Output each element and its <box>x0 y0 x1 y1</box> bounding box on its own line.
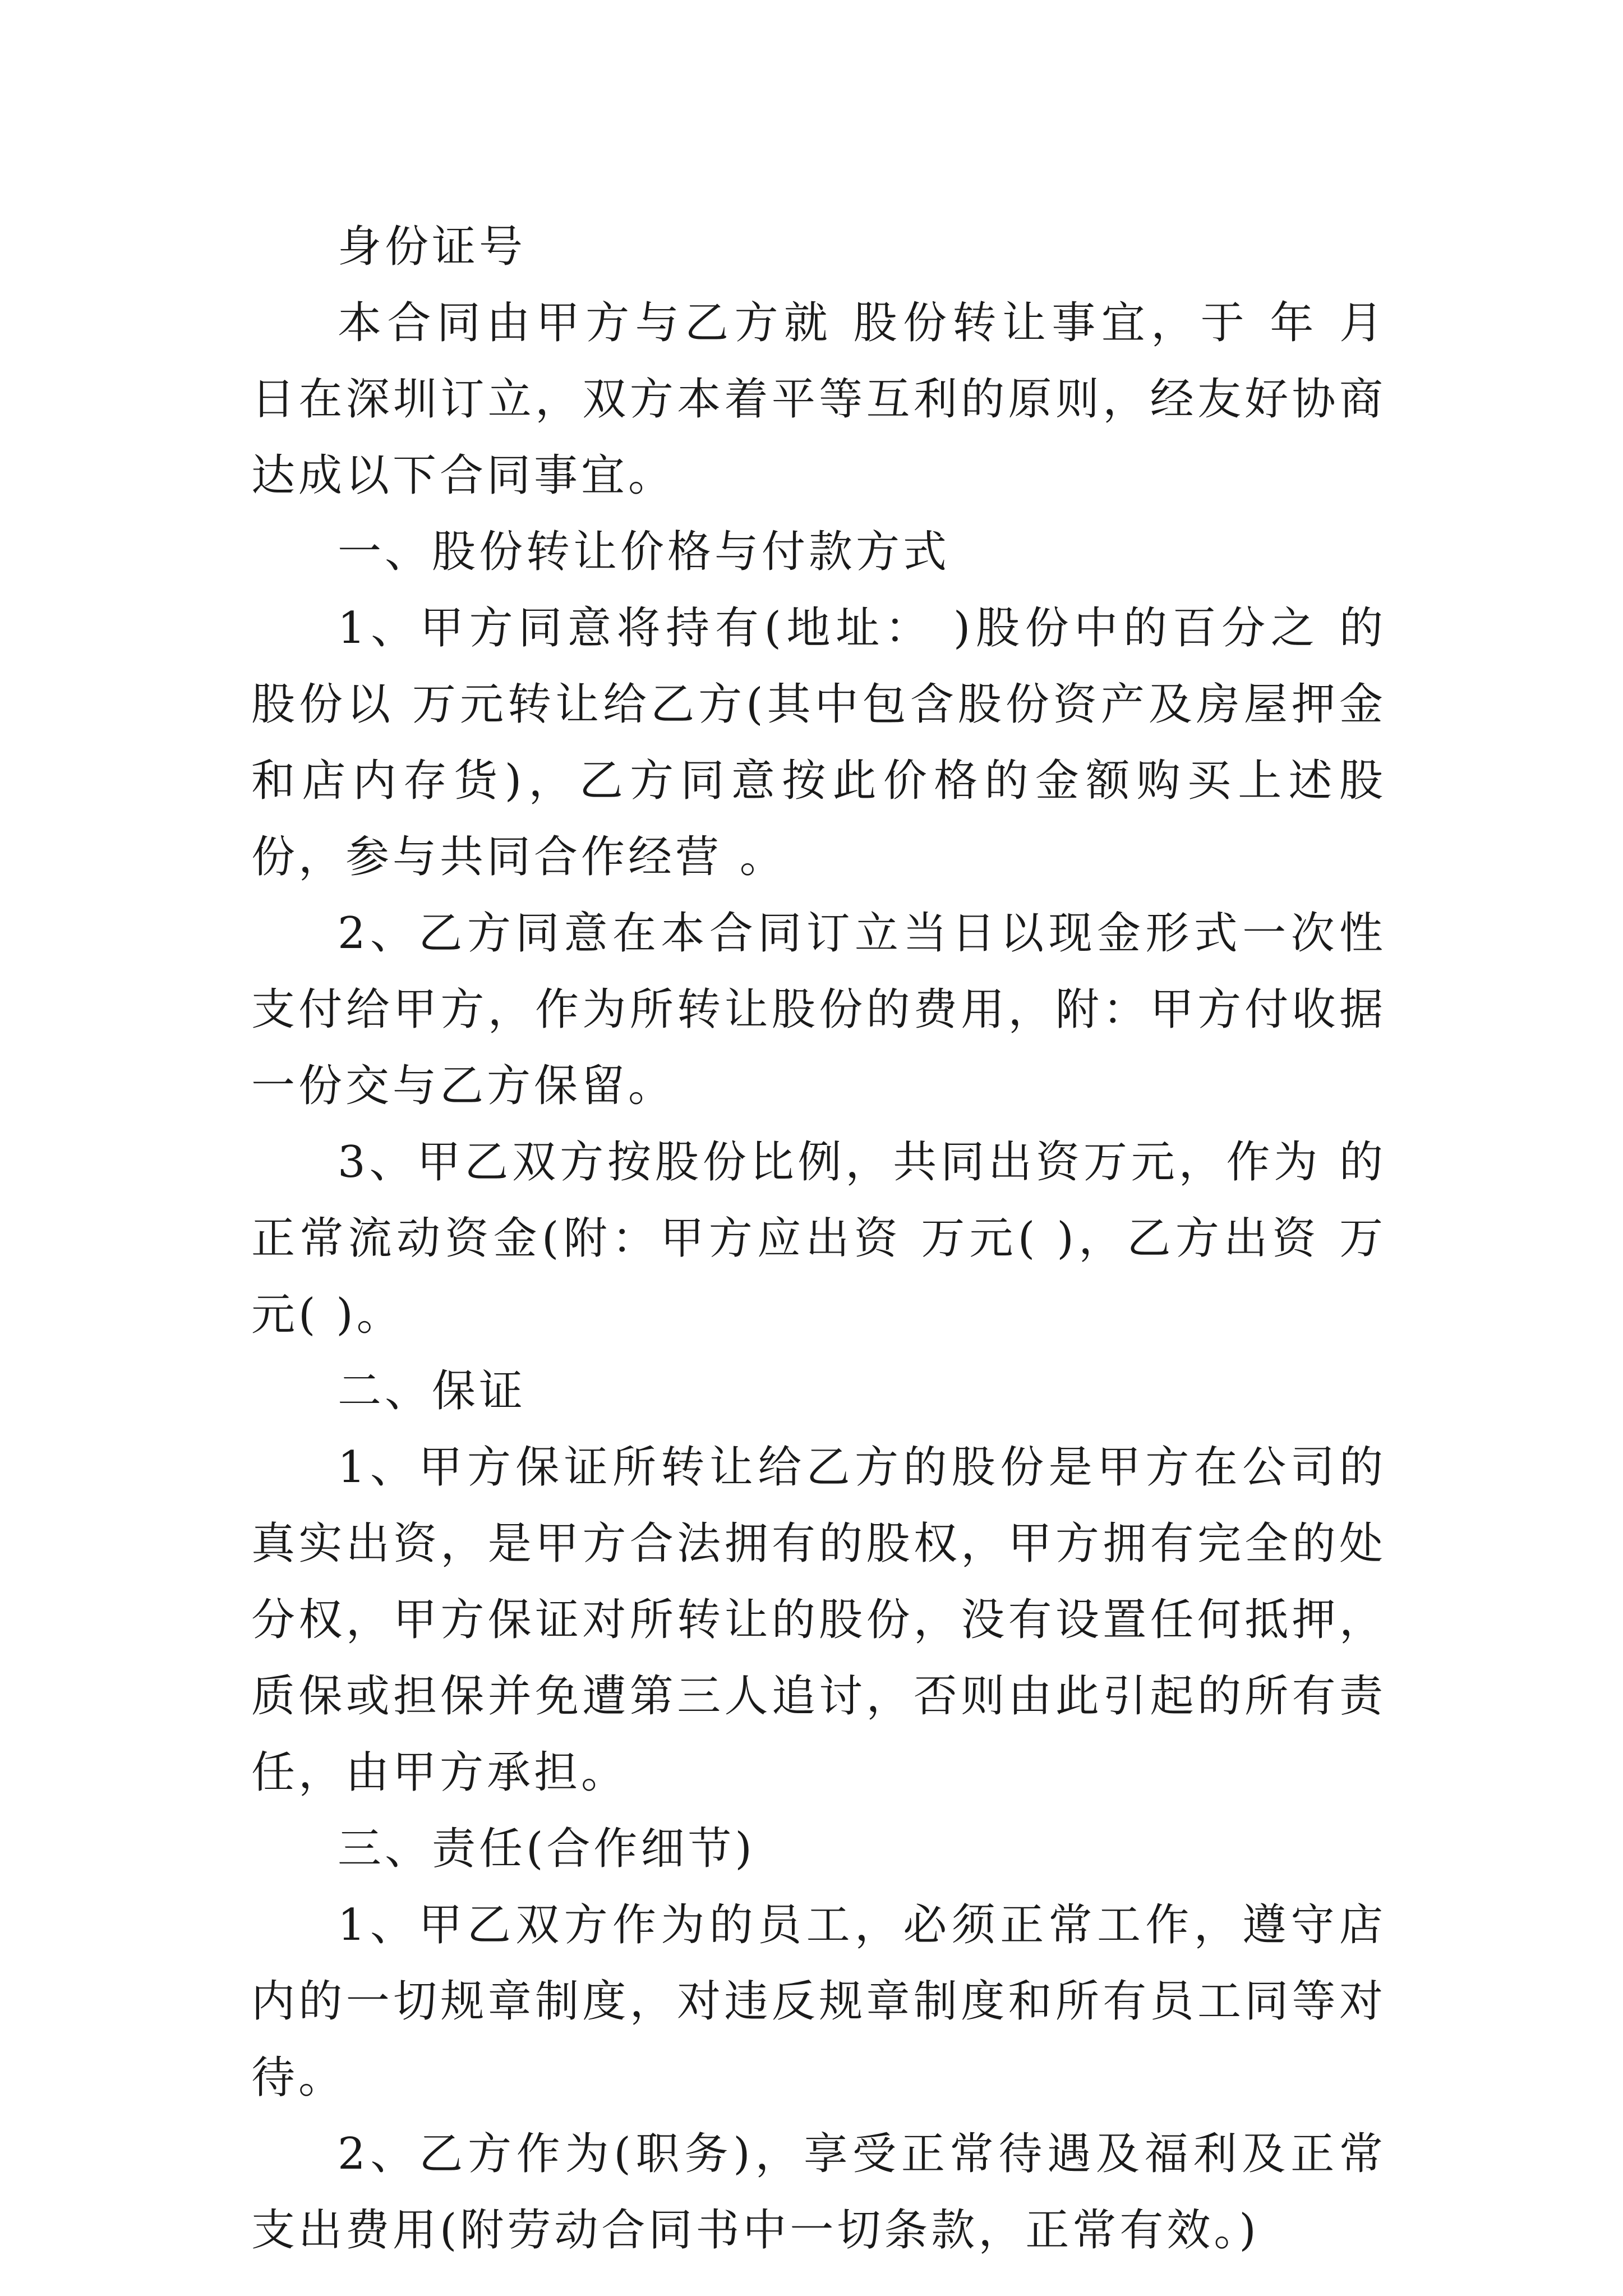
section-heading-price-payment: 一、股份转让价格与付款方式 <box>338 527 951 577</box>
section-heading-responsibility: 三、责任(合作细节) <box>338 1824 755 1874</box>
clause-1-transfer: 1、甲方同意将持有(地址： )股份中的百分之 的股份以 万元转让给乙方(其中包含股份资产及房屋押金和店内存货)，乙方同意按此价格的金额购买上述股份，参与共同合作经营 。 <box>251 603 1386 882</box>
section-heading-guarantee: 二、保证 <box>338 1366 527 1416</box>
id-number-line: 身份证号 <box>338 222 527 272</box>
contract-body <box>251 209 1386 2269</box>
responsibility-clause-1: 1、甲乙双方作为的员工，必须正常工作，遵守店内的一切规章制度，对违反规章制度和所有员工同等对待。 <box>251 1900 1386 2103</box>
guarantee-clause-1: 1、甲方保证所转让给乙方的股份是甲方在公司的真实出资，是甲方合法拥有的股权，甲方拥有完全的处分权，甲方保证对所转让的股份，没有设置任何抵押，质保或担保并免遭第三人追讨，否则由此引起的所有责任，由甲方承担。 <box>251 1442 1386 1798</box>
clause-3-capital: 3、甲乙双方按股份比例，共同出资万元，作为 的正常流动资金(附：甲方应出资 万元( )，乙方出资 万元( )。 <box>251 1137 1386 1340</box>
responsibility-clause-2: 2、乙方作为(职务)，享受正常待遇及福利及正常支出费用(附劳动合同书中一切条款，正常有效。) <box>251 2129 1386 2256</box>
contract-intro-paragraph: 本合同由甲方与乙方就 股份转让事宜，于 年 月 日在深圳订立，双方本着平等互利的原则，经友好协商达成以下合同事宜。 <box>251 298 1386 501</box>
clause-2-payment: 2、乙方同意在本合同订立当日以现金形式一次性支付给甲方，作为所转让股份的费用，附：甲方付收据一份交与乙方保留。 <box>251 908 1386 1111</box>
